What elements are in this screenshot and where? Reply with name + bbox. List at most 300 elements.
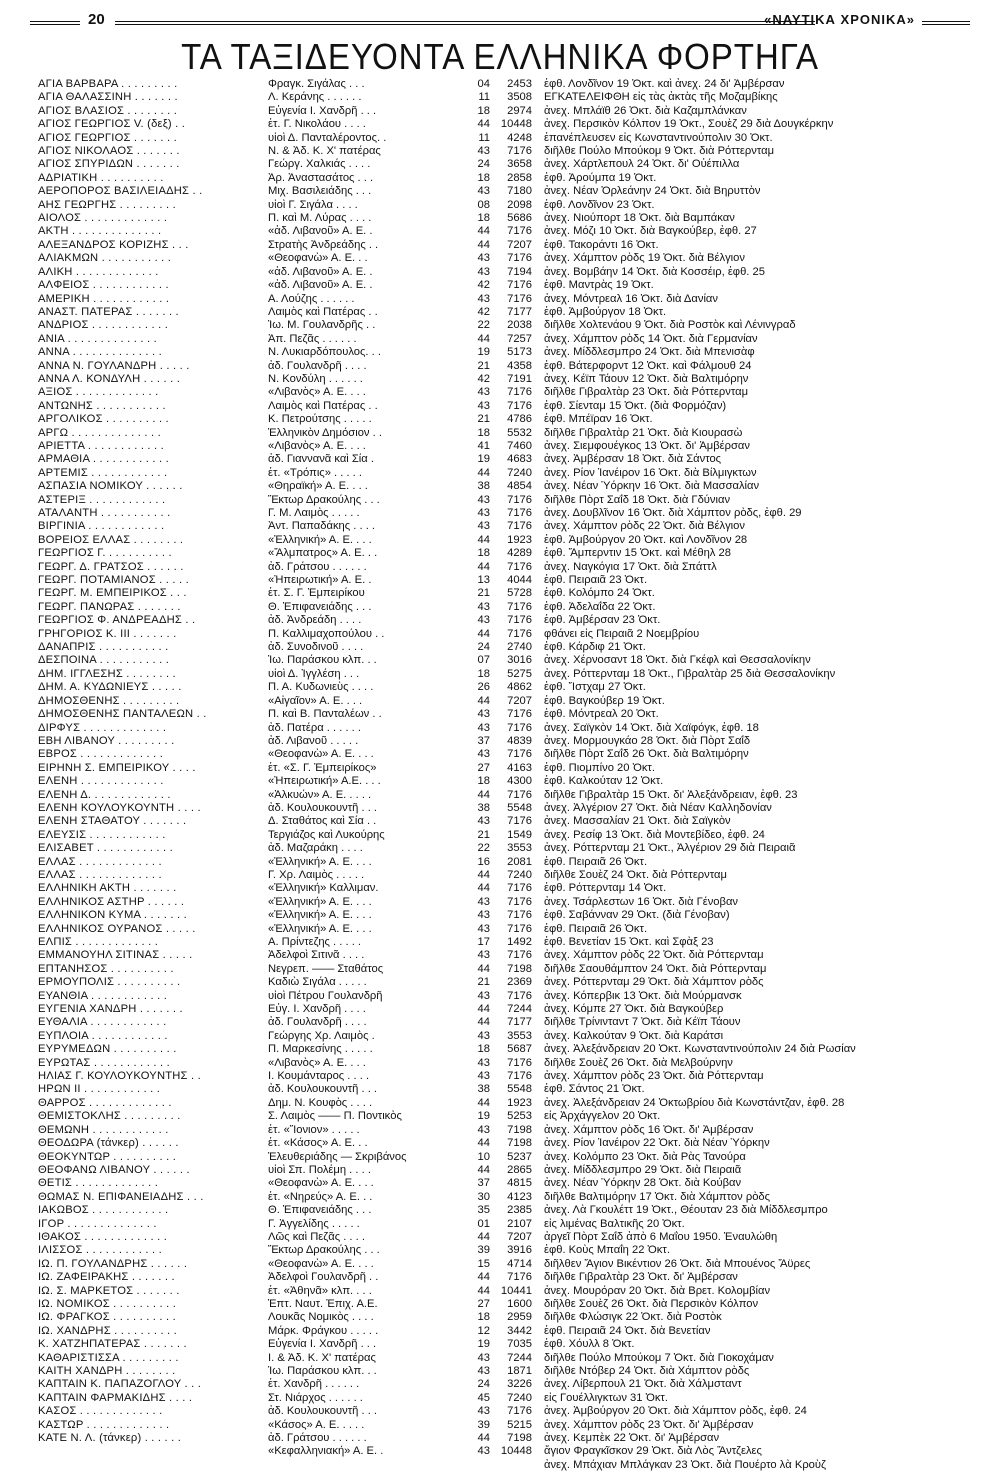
voyage-status: ἐπανέπλευσεν εἰς Κωνσταντινούπολιν 30 Ὀκτ.: [544, 131, 773, 144]
owner-name: Θ. Ἐπιφανειάδης . . .: [268, 1204, 372, 1217]
tonnage: 4123: [507, 1190, 532, 1203]
owner-name: Α. Πρίντεζης . . . . .: [268, 936, 362, 948]
table-row: [38, 909, 974, 922]
ship-name: ΑΝΑΣΤ. ΠΑΤΕΡΑΣ . . . . . . .: [38, 305, 179, 318]
agent-code: 44: [477, 1137, 490, 1150]
ship-name: ΑΓΙΑ ΒΑΡΒΑΡΑ . . . . . . . . .: [38, 78, 178, 90]
owner-name: Ἑπτ. Ναυτ. Ἐπιχ. Α.Ε.: [268, 1297, 378, 1310]
owner-name: «Ἠπειρωτική» Α.Ε. . . .: [268, 775, 381, 788]
ship-name: ΚΑΣΤΩΡ . . . . . . . . . . . . .: [38, 1418, 170, 1431]
agent-code: 43: [477, 399, 490, 412]
tonnage: 7176: [507, 1056, 532, 1069]
agent-code: 11: [478, 91, 490, 104]
voyage-status: ἀνεχ. Νέαν Ὑόρκην 28 Ὀκτ. διὰ Κούβαν: [544, 1177, 742, 1190]
owner-name: «Θεοφανὼ» Α. Ε. . . .: [268, 1257, 374, 1270]
table-row: [38, 923, 974, 936]
table-row: [38, 1352, 974, 1365]
agent-code: 24: [477, 158, 490, 171]
voyage-status: διῆλθε Χολτενάου 9 Ὀκτ. διὰ Ροστὸκ καὶ Λένινγραδ: [544, 319, 796, 332]
tonnage: 4289: [507, 547, 532, 560]
table-row: [38, 333, 974, 346]
table-row: [38, 574, 974, 587]
voyage-status: ἀνεχ. Κόπερβικ 13 Ὀκτ. διὰ Μούρμανσκ: [544, 989, 742, 1002]
ships-table: [38, 78, 974, 1472]
ship-name: ΕΛΕΝΗ . . . . . . . . . . . . .: [38, 775, 164, 788]
owner-name: Θ. Ἐπιφανειάδης . . .: [268, 600, 372, 613]
tonnage: 7176: [507, 493, 532, 506]
tonnage: 3016: [507, 654, 532, 667]
ship-name: ΕΛΛΗΝΙΚΟΣ ΑΣΤΗΡ . . . . . .: [38, 895, 185, 908]
agent-code: 13: [477, 574, 490, 587]
agent-code: 44: [477, 1230, 490, 1243]
voyage-status: ἀνεχ. Τσάρλεστων 16 Ὀκτ. διὰ Γένοβαν: [544, 895, 739, 908]
owner-name: Λαιμὸς καὶ Πατέρας . .: [268, 305, 378, 318]
owner-name: ἑτ. Σ. Γ. Ἐμπειρίκου: [268, 587, 365, 600]
agent-code: 38: [477, 1083, 490, 1096]
voyage-status: ἐφθ. Πειραιᾶ 26 Ὀκτ.: [544, 922, 648, 935]
voyage-status: ἀνεχ. Χάμπτον ρὸδς 16 Ὀκτ. δι' Ἀμβέρσαν: [544, 1123, 754, 1136]
voyage-status: ἐφθ. Πειραιᾶ 26 Ὀκτ.: [544, 855, 648, 868]
table-row: [38, 386, 974, 399]
owner-name: Λαιμὸς καὶ Πατέρας . .: [268, 399, 378, 412]
owner-name: «ἀδ. Λιβανοῦ» Α. Ε. .: [268, 265, 373, 278]
agent-code: 19: [477, 1110, 490, 1123]
ship-name: ΓΕΩΡΓ. ΠΟΤΑΜΙΑΝΟΣ . . . . .: [38, 574, 189, 587]
ship-name: ΑΚΤΗ . . . . . . . . . . . . . .: [38, 225, 162, 238]
voyage-status: ἀνεχ. Ρόττερνταμ 21 Ὀκτ., Ἀλγέριον 29 διὰ Πειραιᾶ: [544, 842, 796, 855]
table-row: [38, 1218, 974, 1231]
tonnage: 5215: [507, 1418, 532, 1431]
tonnage: 1923: [507, 1096, 532, 1109]
ship-name: ΕΒΡΟΣ . . . . . . . . . . . . .: [38, 748, 164, 761]
table-row: [38, 534, 974, 547]
owner-name: [268, 1459, 458, 1472]
voyage-status: ἐφθ. Πειραιᾶ 23 Ὀκτ.: [544, 574, 648, 587]
agent-code: 37: [477, 734, 490, 747]
owner-name: Ἰω. Παράσκου κλπ. . .: [268, 1365, 377, 1377]
voyage-status: ἀνεχ. Ἀλεξάνδρειαν 24 Ὀκτωβρίου διὰ Κωνστάντζαν, ἐφθ. 28: [544, 1096, 845, 1109]
tonnage: 7176: [507, 1405, 532, 1418]
ship-name: ΑΓΙΑ ΘΑΛΑΣΣΙΝΗ . . . . . . .: [38, 91, 178, 104]
voyage-status: ἐφθ. Τακοράντι 16 Ὀκτ.: [544, 238, 659, 251]
tonnage: 5275: [507, 667, 532, 680]
tonnage: 2369: [507, 976, 532, 989]
voyage-status: ἐφθ. Λονδῖνον 23 Ὀκτ.: [544, 198, 655, 211]
agent-code: [458, 1459, 496, 1472]
tonnage: 7176: [507, 815, 532, 828]
ship-name: ΕΛΛΗΝΙΚΟΝ ΚΥΜΑ . . . . . . .: [38, 909, 187, 922]
voyage-status: ἀνεχ. Κέϊπ Τάουν 12 Ὀκτ. διὰ Βαλτιμόρην: [544, 372, 749, 385]
page-number: 20: [88, 11, 105, 28]
owner-name: ἑτ. «Σ. Γ. Ἐμπειρίκος»: [268, 761, 377, 774]
table-row: [38, 1003, 974, 1016]
table-row: [38, 1432, 974, 1445]
owner-name: Μάρκ. Φράγκου . . . . .: [268, 1324, 379, 1337]
ship-name: ΑΤΑΛΑΝΤΗ . . . . . . . . . . .: [38, 507, 171, 519]
header-rule-middle: [115, 21, 815, 25]
table-row: [38, 413, 974, 426]
owner-name: Λ. Κεράνης . . . . . .: [268, 91, 362, 104]
tonnage: 3553: [507, 842, 532, 855]
agent-code: 19: [477, 1338, 490, 1351]
owner-name: ἀδ. Συνοδινοῦ . . . .: [268, 641, 364, 654]
agent-code: 18: [477, 667, 490, 680]
tonnage: 7176: [507, 600, 532, 613]
owner-name: «Θηραϊκή» Α. Ε. . . .: [268, 480, 368, 493]
ship-name: ΙΩ. Π. ΓΟΥΛΑΝΔΡΗΣ . . . . . .: [38, 1257, 188, 1270]
voyage-status: ἀνεχ. Χάμπτον ρὸδς 23 Ὀκτ. δι' Ἀμβέρσαν: [544, 1418, 754, 1431]
voyage-status: ἀνεχ. Κόμπε 27 Ὀκτ. διὰ Βαγκούβερ: [544, 1003, 724, 1016]
agent-code: 21: [477, 413, 490, 426]
owner-name: ἀδ. Κουλουκουντῆ . . .: [268, 1405, 378, 1418]
ship-name: ΑΓΙΟΣ ΝΙΚΟΛΑΟΣ . . . . . . .: [38, 145, 180, 158]
owner-name: ἀδ. Κουλουκουντῆ . . .: [268, 1083, 378, 1096]
tonnage: 1923: [507, 533, 532, 546]
owner-name: Π. καὶ Μ. Λύρας . . . .: [268, 212, 372, 225]
voyage-status: ἀνεχ. Ἀμβέρσαν 18 Ὀκτ. διὰ Σάντος: [544, 453, 722, 466]
owner-name: Ν. & Ἀδ. Κ. Χ' πατέρας: [268, 145, 381, 158]
tonnage: 3553: [507, 1029, 532, 1042]
agent-code: 43: [477, 507, 490, 519]
voyage-status: ἀνεχ. Χάμπτον ρὸδς 22 Ὀκτ. διὰ Ρόττερνταμ: [544, 949, 764, 962]
ship-name: ΒΟΡΕΙΟΣ ΕΛΛΑΣ . . . . . . . .: [38, 533, 184, 546]
ship-name: ΑΜΕΡΙΚΗ . . . . . . . . . . . .: [38, 292, 170, 305]
ship-name: ΕΛΛΑΣ . . . . . . . . . . . . .: [38, 868, 162, 881]
agent-code: 18: [477, 426, 490, 439]
ship-name: ΔΙΡΦΥΣ . . . . . . . . . . . . .: [38, 721, 167, 734]
table-row: [38, 346, 974, 359]
voyage-status: διῆλθεν Ἅγιον Βικέντιον 26 Ὀκτ. διὰ Μπουένος Ἄϋρες: [544, 1257, 811, 1270]
owner-name: ἑτ. «Ἴονιον» . . . . .: [268, 1123, 360, 1136]
table-row: [38, 762, 974, 775]
owner-name: «ἀδ. Λιβανοῦ» Α. Ε. .: [268, 279, 373, 292]
agent-code: 44: [477, 118, 490, 131]
table-row: [38, 145, 974, 158]
voyage-status: διῆλθε Σουὲζ 26 Ὀκτ. διὰ Περσικὸν Κόλπον: [544, 1297, 759, 1310]
owner-name: Ἀντ. Παπαδάκης . . . .: [268, 520, 376, 533]
voyage-status: διῆλθε Γιβραλτὰρ 23 Ὀκτ. διὰ Ρόττερνταμ: [544, 386, 749, 399]
owner-name: Α. Λούζης . . . . . .: [268, 292, 355, 305]
table-row: [38, 1244, 974, 1257]
agent-code: 44: [477, 694, 490, 707]
ship-name: ΕΛΙΣΑΒΕΤ . . . . . . . . . . . .: [38, 842, 173, 855]
owner-name: Ἰω. Μ. Γουλανδρῆς . .: [268, 319, 376, 332]
voyage-status: ἀνεχ. Καλκούταν 9 Ὀκτ. διὰ Καράτσι: [544, 1029, 724, 1042]
table-row: [38, 1392, 974, 1405]
ship-name: ΑΣΠΑΣΙΑ ΝΟΜΙΚΟΥ . . . . . .: [38, 480, 183, 493]
agent-code: 43: [477, 493, 490, 506]
tonnage: 7176: [507, 292, 532, 305]
owner-name: Σ. Λαιμὸς —— Π. Ποντικὸς: [268, 1110, 402, 1123]
tonnage: 5548: [507, 801, 532, 814]
agent-code: 43: [477, 909, 490, 922]
table-row: [38, 896, 974, 909]
ship-name: ΔΗΜΟΣΘΕΝΗΣ ΠΑΝΤΑΛΕΩΝ . .: [38, 708, 207, 721]
agent-code: 12: [477, 1324, 490, 1337]
ship-name: ΔΗΜ. Α. ΚΥΔΩΝΙΕΥΣ . . . . .: [38, 681, 182, 694]
page-header: [30, 10, 970, 34]
owner-name: «Λιβανὸς» Α. Ε. . . .: [268, 386, 366, 399]
owner-name: Δημ. Ν. Κουφὸς . . . .: [268, 1096, 373, 1109]
ship-name: ΕΜΜΑΝΟΥΗΛ ΣΙΤΙΝΑΣ . . . . .: [38, 949, 193, 962]
ship-name: ΓΡΗΓΟΡΙΟΣ Κ. ΙΙΙ . . . . . . .: [38, 627, 177, 640]
table-row: [38, 494, 974, 507]
tonnage: 7176: [507, 989, 532, 1002]
table-row: [38, 319, 974, 332]
owner-name: υἱοὶ Πέτρου Γουλανδρῆ: [268, 989, 383, 1002]
voyage-status: ἀνεχ. Μορμουγκάο 28 Ὀκτ. διὰ Πὸρτ Σαΐδ: [544, 734, 751, 747]
voyage-status: ἄγιον Φραγκῖσκον 29 Ὀκτ. διὰ Λὸς Ἄντζελες: [544, 1445, 762, 1458]
agent-code: 41: [477, 439, 490, 452]
voyage-status: φθάνει εἰς Πειραιᾶ 2 Νοεμβρίου: [544, 627, 700, 640]
ship-name: ΑΡΓΩ . . . . . . . . . . . . . .: [38, 426, 161, 439]
ship-name: ΑΛΕΞΑΝΔΡΟΣ ΚΟΡΙΖΗΣ . . .: [38, 238, 189, 251]
owner-name: «Ἄλμπατρος» Α. Ε. . .: [268, 547, 378, 560]
table-row: [38, 440, 974, 453]
agent-code: 44: [477, 238, 490, 251]
table-row: [38, 1298, 974, 1311]
agent-code: 44: [477, 868, 490, 881]
owner-name: «Ἠπειρωτική» Α. Ε. .: [268, 574, 372, 587]
table-row: [38, 1365, 974, 1378]
ship-name: ΙΑΚΩΒΟΣ . . . . . . . . . . . .: [38, 1204, 169, 1217]
owner-name: Ἀπ. Πεζᾶς . . . . . .: [268, 332, 357, 345]
voyage-status: ἀργεῖ Πὸρτ Σαΐδ ἀπὸ 6 Μαΐου 1950. Ἐναυλώθη: [544, 1230, 778, 1243]
ship-name: ΚΑΠΤΑΙΝ ΦΑΡΜΑΚΙΔΗΣ . . . .: [38, 1391, 193, 1404]
table-row: [38, 105, 974, 118]
owner-name: Φραγκ. Σιγάλας . . .: [268, 78, 365, 90]
ship-name: ΕΛΕΝΗ ΣΤΑΘΑΤΟΥ . . . . . . .: [38, 815, 187, 828]
tonnage: 1492: [507, 936, 532, 948]
voyage-status: ἐφθ. Ἀρούμπα 19 Ὀκτ.: [544, 171, 657, 184]
tonnage: [496, 1459, 544, 1472]
owner-name: Στρατὴς Ἀνδρεάδης . .: [268, 238, 379, 251]
ship-name: ΔΕΣΠΟΙΝΑ . . . . . . . . . . .: [38, 654, 170, 667]
owner-name: Εὐγενία Ι. Χανδρῆ . . .: [268, 1338, 377, 1351]
tonnage: 7191: [507, 372, 532, 385]
owner-name: Μιχ. Βασιλειάδης . . .: [268, 185, 372, 198]
tonnage: 5687: [507, 1043, 532, 1056]
owner-name: ἀδ. Κουλουκουντῆ . . .: [268, 801, 378, 814]
tonnage: 7176: [507, 721, 532, 734]
table-row: [38, 373, 974, 386]
table-row: [38, 601, 974, 614]
voyage-status: ἀνεχ. Κεμπὲκ 22 Ὀκτ. δι' Ἀμβέρσαν: [544, 1432, 720, 1445]
tonnage: 2974: [507, 104, 532, 117]
tonnage: 4862: [507, 681, 532, 694]
agent-code: 42: [477, 305, 490, 318]
owner-name: Κ. Πετρούτσης . . . . .: [268, 413, 372, 426]
ship-name: ΚΑΘΑΡΙΣΤΙΣΣΑ . . . . . . . . .: [38, 1351, 179, 1364]
voyage-status: ἐφθ. Βαγκούβερ 19 Ὀκτ.: [544, 694, 665, 707]
tonnage: 5548: [507, 1083, 532, 1096]
table-row: [38, 1311, 974, 1324]
tonnage: 7460: [507, 439, 532, 452]
owner-name: Π. Α. Κυδωνιεὺς . . . .: [268, 681, 374, 694]
voyage-status: ἀνεχ. Χάμπτον ρὸδς 23 Ὀκτ. διὰ Ρόττερνταμ: [544, 1070, 764, 1083]
ship-name: ΑΓΙΟΣ ΓΕΩΡΓΙΟΣ . . . . . . .: [38, 131, 177, 144]
ship-name: ΕΒΗ ΛΙΒΑΝΟΥ . . . . . . . . .: [38, 734, 175, 747]
tonnage: 5237: [507, 1150, 532, 1163]
voyage-status: ἀνεχ. Σαϊγκὸν 14 Ὀκτ. διὰ Χαϊφόγκ, ἐφθ. 18: [544, 721, 759, 734]
voyage-status: ἐφθ. Μόντρεαλ 20 Ὀκτ.: [544, 708, 659, 721]
agent-code: 10: [477, 1150, 490, 1163]
ship-name: ΚΑΤΕ Ν. Λ. (τάνκερ) . . . . . .: [38, 1432, 182, 1445]
owner-name: Ἀρ. Ἀναστασάτος . . .: [268, 171, 374, 184]
agent-code: 43: [477, 614, 490, 627]
table-row: [38, 427, 974, 440]
agent-code: 21: [477, 828, 490, 841]
agent-code: 35: [477, 1204, 490, 1217]
owner-name: ἑτ. Γ. Νικολάου . . . .: [268, 118, 366, 131]
table-row: [38, 212, 974, 225]
ship-name: ΑΣΤΕΡΙΞ . . . . . . . . . . . .: [38, 493, 166, 506]
voyage-status: ἀνεχ. Ρίον Ἰανέιρον 22 Ὀκτ. διὰ Νέαν Ὑόρκην: [544, 1137, 770, 1150]
owner-name: «Λιβανὸς» Α. Ε. . . .: [268, 1056, 366, 1069]
tonnage: 3508: [507, 91, 532, 104]
agent-code: 43: [477, 1405, 490, 1418]
header-rule-right: [922, 21, 970, 25]
journal-name: «ΝΑΥΤΙΚΑ ΧΡΟΝΙΚΑ»: [764, 12, 915, 27]
tonnage: 2858: [507, 171, 532, 184]
voyage-status: ἐφθ. Καλκούταν 12 Ὀκτ.: [544, 775, 664, 788]
table-row: [38, 1459, 974, 1472]
agent-code: 43: [477, 600, 490, 613]
voyage-status: διῆλθε Γιβραλτὰρ 15 Ὀκτ. δι' Ἀλεξάνδρειαν, ἐφθ. 23: [544, 788, 798, 801]
agent-code: 07: [477, 654, 490, 667]
owner-name: ἀδ. Μαζαράκη . . . .: [268, 842, 363, 855]
agent-code: 43: [477, 1070, 490, 1083]
owner-name: Καδιὼ Σιγάλα . . . . .: [268, 976, 367, 989]
owner-name: Ν. Κονδύλη . . . . . .: [268, 372, 363, 385]
ship-name: ΑΛΙΑΚΜΩΝ . . . . . . . . . . .: [38, 252, 172, 265]
voyage-status: ἀνεχ. Νέαν Ὀρλεάνην 24 Ὀκτ. διὰ Βηρυττὸν: [544, 185, 761, 198]
ship-name: ΑΞΙΟΣ . . . . . . . . . . . . .: [38, 386, 159, 399]
tonnage: 7244: [507, 1351, 532, 1364]
agent-code: 44: [477, 627, 490, 640]
ship-name: ΑΝΙΑ . . . . . . . . . . . . . .: [38, 332, 157, 345]
voyage-status: ἐφθ. Ἀμβούργον 20 Ὀκτ. καὶ Λονδῖνον 28: [544, 533, 748, 546]
table-row: [38, 1151, 974, 1164]
tonnage: 5173: [507, 346, 532, 359]
voyage-status: διῆλθε Πὸρτ Σαΐδ 26 Ὀκτ. διὰ Βαλτιμόρην: [544, 748, 749, 761]
table-row: [38, 1285, 974, 1298]
ship-name: ΓΕΩΡΓ. ΠΑΝΩΡΑΣ . . . . . . .: [38, 600, 181, 613]
table-row: [38, 172, 974, 185]
agent-code: 44: [477, 1016, 490, 1029]
agent-code: 44: [477, 533, 490, 546]
voyage-status: ἐφθ. Βενετίαν 15 Ὀκτ. καὶ Σφὰξ 23: [544, 936, 714, 948]
agent-code: 43: [477, 1123, 490, 1136]
agent-code: 44: [477, 962, 490, 975]
owner-name: Ἐλευθεριάδης — Σκριβάνος: [268, 1150, 407, 1163]
agent-code: 24: [477, 641, 490, 654]
agent-code: 44: [477, 788, 490, 801]
table-row: [38, 507, 974, 520]
table-row: [38, 654, 974, 667]
voyage-status: ἀνεχ. Ρίον Ἰανέιρον 16 Ὀκτ. διὰ Βίλμιγκτων: [544, 466, 757, 479]
table-row: [38, 185, 974, 198]
table-row: [38, 239, 974, 252]
table-row: [38, 360, 974, 373]
table-row: [38, 158, 974, 171]
tonnage: 7176: [507, 279, 532, 292]
tonnage: 7177: [507, 1016, 532, 1029]
table-row: [38, 1057, 974, 1070]
agent-code: 43: [477, 949, 490, 962]
owner-name: Λῶς καὶ Πεζᾶς . . . .: [268, 1230, 365, 1243]
ship-name: ΔΗΜ. ΙΓΓΛΕΣΗΣ . . . . . . . .: [38, 667, 176, 680]
voyage-status: διῆλθε Σουὲζ 24 Ὀκτ. διὰ Ρόττερνταμ: [544, 868, 727, 881]
owner-name: «ἀδ. Λιβανοῦ» Α. Ε. .: [268, 225, 373, 238]
agent-code: 43: [477, 1445, 490, 1458]
table-row: [38, 775, 974, 788]
table-row: [38, 869, 974, 882]
ship-name: ΕΥΡΥΜΕΔΩΝ . . . . . . . . . .: [38, 1043, 177, 1056]
table-row: [38, 1405, 974, 1418]
tonnage: 7035: [507, 1338, 532, 1351]
ship-name: ΑΡΓΟΛΙΚΟΣ . . . . . . . . . .: [38, 413, 169, 426]
owner-name: Π. Καλλιμαχοπούλου . .: [268, 627, 385, 640]
ship-name: ΙΩ. ΧΑΝΔΡΗΣ . . . . . . . . . .: [38, 1324, 177, 1337]
voyage-status: διῆλθε Ντόβερ 24 Ὀκτ. διὰ Χάμπτον ρὸδς: [544, 1365, 750, 1377]
table-row: [38, 1419, 974, 1432]
voyage-status: ἐφθ. Ἀμβέρσαν 23 Ὀκτ.: [544, 614, 661, 627]
ship-name: ΑΝΝΑ Ν. ΓΟΥΛΑΝΔΡΗ . . . . .: [38, 359, 190, 372]
owner-name: ἑτ. «Ἀθηνᾶ» κλπ. . . .: [268, 1284, 372, 1297]
voyage-status: ἐφθ. Σαβάνναν 29 Ὀκτ. (διὰ Γένοβαν): [544, 909, 730, 922]
owner-name: ἀδ. Γουλανδρῆ . . . .: [268, 1016, 367, 1029]
tonnage: 7176: [507, 1271, 532, 1284]
agent-code: 43: [477, 185, 490, 198]
ship-name: ΘΕΟΦΑΝΩ ΛΙΒΑΝΟΥ . . . . . .: [38, 1163, 190, 1176]
tonnage: 2959: [507, 1311, 532, 1324]
tonnage: 2865: [507, 1163, 532, 1176]
ship-name: ΕΥΑΝΘΙΑ . . . . . . . . . . . .: [38, 989, 168, 1002]
owner-name: ἀδ. Γράτσου . . . . . .: [268, 560, 367, 573]
tonnage: 7176: [507, 895, 532, 908]
tonnage: 10448: [500, 118, 532, 131]
owner-name: ἀδ. Γιαννανᾶ καὶ Σία .: [268, 453, 374, 466]
ship-name: Κ. ΧΑΤΖΗΠΑΤΕΡΑΣ . . . . . . .: [38, 1338, 187, 1351]
table-row: [38, 279, 974, 292]
tonnage: 3658: [507, 158, 532, 171]
ship-name: [38, 1459, 268, 1472]
voyage-status: ἐφθ. Σάντος 21 Ὀκτ.: [544, 1083, 645, 1096]
ship-name: ΑΛΙΚΗ . . . . . . . . . . . . .: [38, 265, 159, 278]
ship-name: ΓΕΩΡΓ. Μ. ΕΜΠΕΙΡΙΚΟΣ . . .: [38, 587, 187, 600]
table-row: [38, 266, 974, 279]
voyage-status: διῆλθε Γιβραλτὰρ 23 Ὀκτ. δι' Ἀμβέρσαν: [544, 1271, 738, 1284]
table-row: [38, 1177, 974, 1190]
owner-name: «Θεοφανὼ» Α. Ε. . . .: [268, 748, 374, 761]
tonnage: 7176: [507, 882, 532, 895]
agent-code: 22: [477, 319, 490, 332]
owner-name: «Ἑλληνική» Α. Ε. . . .: [268, 855, 372, 868]
table-row: [38, 1204, 974, 1217]
agent-code: 01: [477, 1217, 490, 1230]
ship-name: ΕΙΡΗΝΗ Σ. ΕΜΠΕΙΡΙΚΟΥ . . . .: [38, 761, 196, 774]
ship-name: ΘΕΟΔΩΡΑ (τάνκερ) . . . . . .: [38, 1137, 179, 1150]
voyage-status: διῆλθε Πὸρτ Σαΐδ 18 Ὀκτ. διὰ Γδύνιαν: [544, 493, 731, 506]
ship-name: ΓΕΩΡΓΙΟΣ Γ. . . . . . . . . . .: [38, 547, 172, 560]
voyage-status: ἐφθ. Πιομπίνο 20 Ὀκτ.: [544, 761, 655, 774]
ship-name: ΑΝΤΩΝΗΣ . . . . . . . . . . .: [38, 399, 166, 412]
agent-code: 18: [477, 104, 490, 117]
agent-code: 04: [477, 78, 490, 90]
ship-name: ΑΝΔΡΙΟΣ . . . . . . . . . . . .: [38, 319, 168, 332]
table-row: [38, 400, 974, 413]
